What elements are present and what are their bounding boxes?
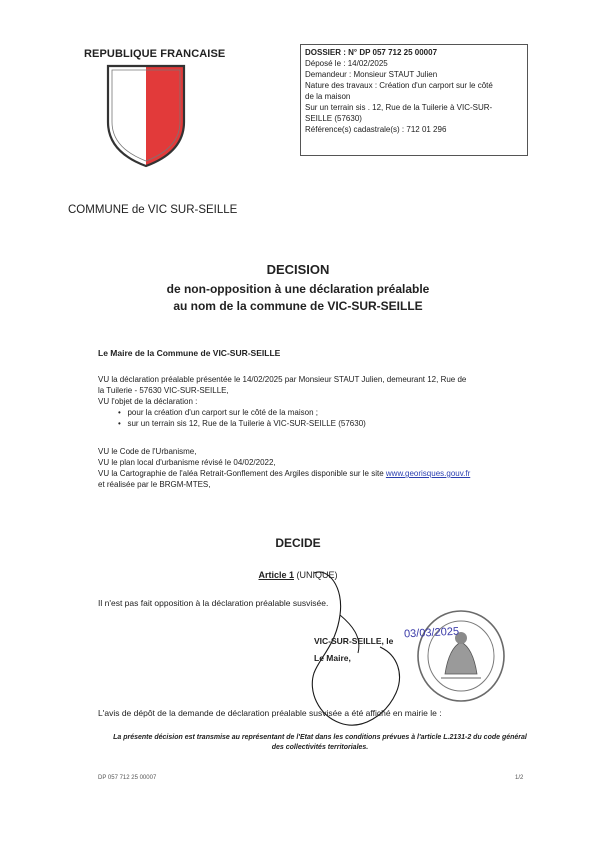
vu-cartographie [98, 468, 470, 479]
objet-bullet-1: • pour la création d'un carport sur le côté de la maison ; [118, 408, 318, 417]
dossier-references: Référence(s) cadastrale(s) : 712 01 296 [305, 125, 447, 134]
vu-objet: VU l'objet de la déclaration : [98, 397, 198, 406]
vu-cartographie-text: VU la Cartographie de l'aléa Retrait-Gonflement des Argiles disponible sur le site [98, 469, 386, 478]
decision-subtitle-line1: de non-opposition à une déclaration préalable [166, 282, 430, 296]
article-heading [0, 570, 595, 580]
footer-dossier-ref: DP 057 712 25 00007 [98, 775, 157, 781]
dossier-info-box [300, 44, 528, 156]
vu-code-urbanisme: VU le Code de l'Urbanisme, [98, 447, 197, 456]
decision-subtitle-line2: au nom de la commune de VIC-SUR-SEILLE [173, 299, 423, 313]
dossier-demandeur: Demandeur : Monsieur STAUT Julien [305, 70, 438, 79]
affichage-text: L'avis de dépôt de la demande de déclaration préalable susvisée a été affiché en mairie le : [98, 708, 442, 718]
article-text: Il n'est pas fait opposition à la déclaration préalable susvisée. [98, 598, 329, 608]
dossier-nature-line2: de la maison [305, 92, 351, 101]
georisques-link[interactable]: www.georisques.gouv.fr [385, 469, 471, 478]
commune-name: COMMUNE de VIC SUR-SEILLE [68, 204, 238, 216]
dossier-depose: Déposé le : 14/02/2025 [305, 59, 388, 68]
decision-title: DECISION [266, 262, 330, 277]
signature-place-date: VIC-SUR-SEILLE, le [314, 636, 394, 646]
dossier-number: DOSSIER : N° DP 057 712 25 00007 [305, 48, 438, 57]
signature-signatory: Le Maire, [314, 653, 351, 663]
objet-bullet-2-text: sur un terrain sis 12, Rue de la Tuilerie à VIC-SUR-SEILLE (57630) [127, 419, 366, 428]
dossier-nature-line1: Nature des travaux : Création d'un carport sur le côté [305, 81, 493, 90]
vu-declaration-line2: la Tuilerie - 57630 VIC-SUR-SEILLE, [98, 386, 229, 395]
vu-cartographie-line2: et réalisée par le BRGM-MTES, [98, 480, 211, 489]
transmission-note-line2: des collectivités territoriales. [271, 744, 369, 751]
republique-francaise-heading: REPUBLIQUE FRANCAISE [84, 48, 226, 60]
vu-plu: VU le plan local d'urbanisme révisé le 04/02/2022, [98, 458, 276, 467]
transmission-note-line1: La présente décision est transmise au représentant de l'Etat dans les conditions prévues à l'article L.2131-2 du code général [113, 734, 527, 741]
decide-heading: DECIDE [275, 536, 321, 550]
dossier-terrain-line2: SEILLE (57630) [305, 114, 362, 123]
article-suffix: (UNIQUE) [294, 570, 338, 580]
dossier-terrain-line1: Sur un terrain sis . 12, Rue de la Tuilerie à VIC-SUR- [305, 103, 493, 112]
vu-declaration-line1: VU la déclaration préalable présentée le 14/02/2025 par Monsieur STAUT Julien, demeurant 12, Rue de [98, 375, 467, 384]
stamp-date: 03/03/2025 [403, 625, 460, 641]
objet-bullet-1-text: pour la création d'un carport sur le côté de la maison ; [127, 408, 318, 417]
page-number: 1/2 [515, 775, 524, 781]
objet-bullet-2: • sur un terrain sis 12, Rue de la Tuilerie à VIC-SUR-SEILLE (57630) [118, 419, 366, 428]
article-label: Article 1 [258, 570, 295, 580]
maire-heading: Le Maire de la Commune de VIC-SUR-SEILLE [98, 348, 281, 358]
transmission-note [90, 733, 550, 753]
mairie-stamp-icon [415, 608, 507, 704]
commune-shield-icon [104, 62, 188, 168]
